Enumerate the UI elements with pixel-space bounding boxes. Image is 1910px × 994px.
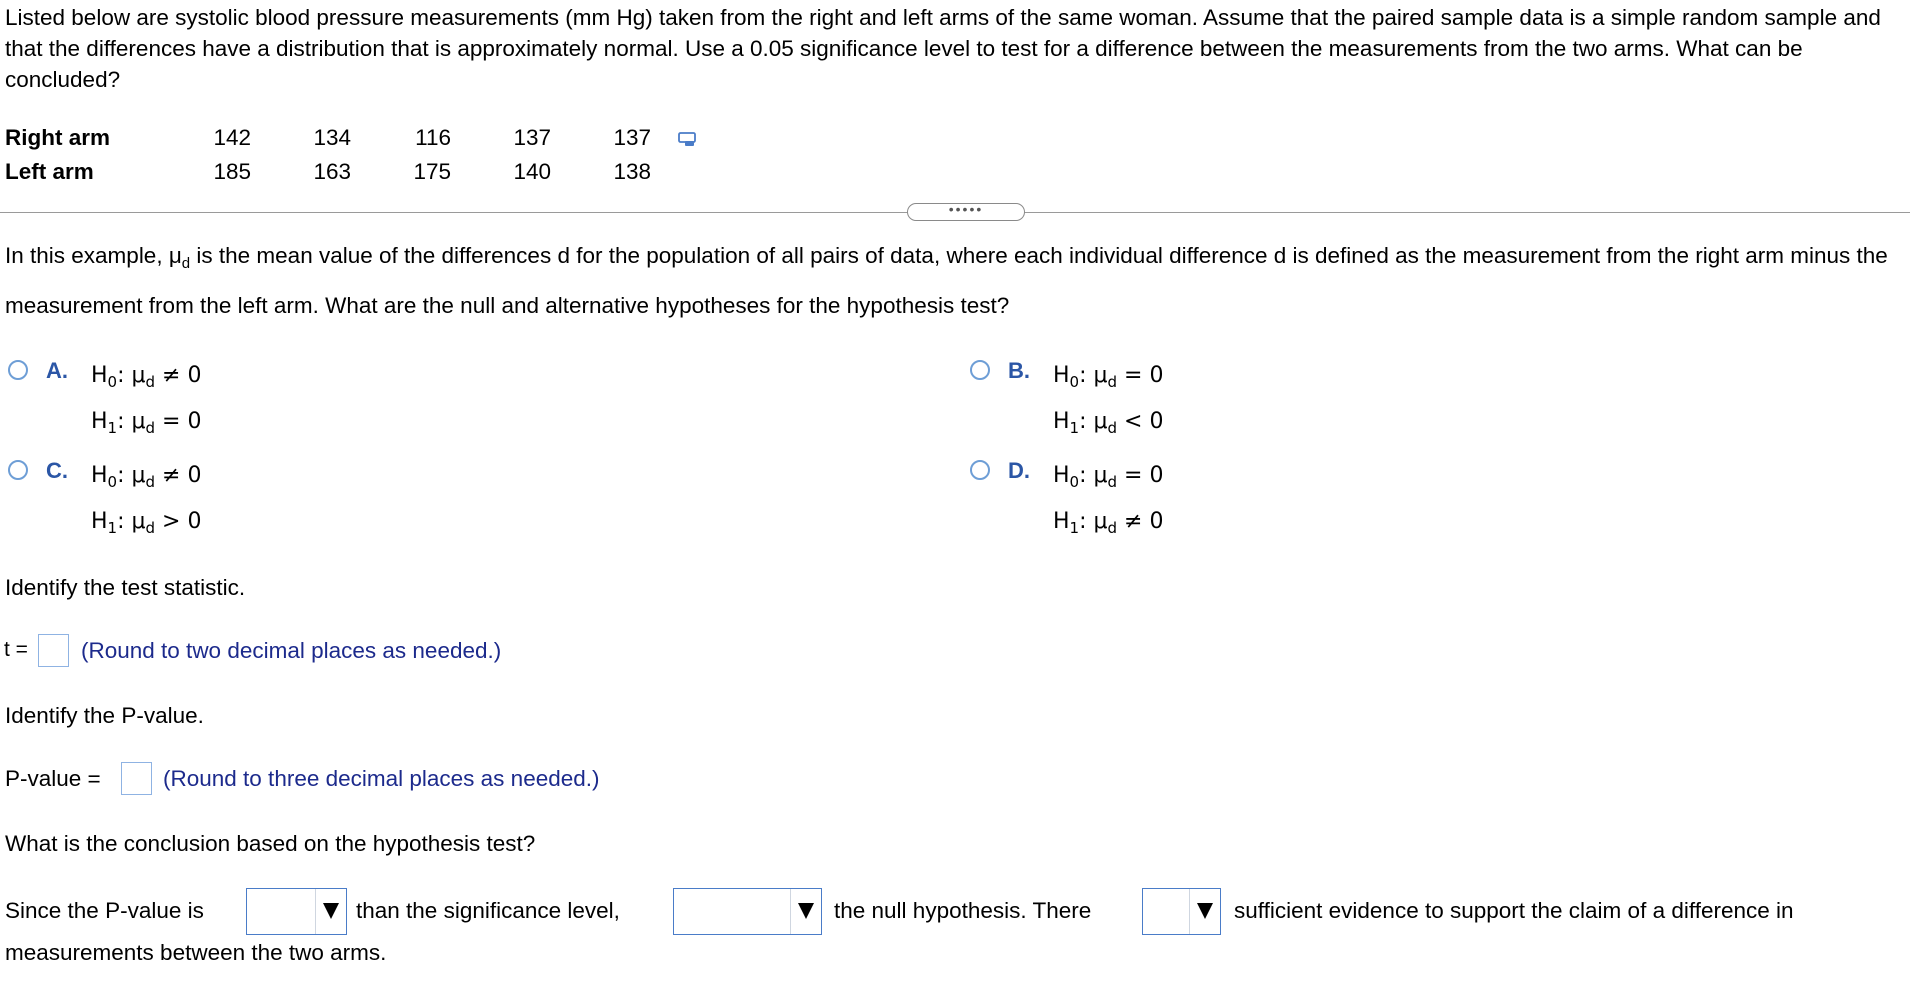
null-hypothesis: $H_0$: $\mu_d = 0$: [1053, 463, 1164, 491]
null-hypothesis: $H_0$: $\mu_d \ne 0$: [91, 463, 202, 491]
radio-button[interactable]: [8, 360, 28, 380]
radio-button[interactable]: [970, 460, 990, 480]
t-label: t =: [4, 638, 28, 661]
null-hypothesis: $H_0$: $\mu_d = 0$: [1053, 363, 1164, 391]
radio-button[interactable]: [970, 360, 990, 380]
row-label-left-arm: Left arm: [5, 159, 94, 184]
alternative-hypothesis: $H_1$: $\mu_d < 0$: [1053, 409, 1164, 437]
pvalue-input[interactable]: [121, 762, 152, 795]
alternative-hypothesis: $H_1$: $\mu_d > 0$: [91, 509, 202, 537]
option-letter: A.: [46, 358, 68, 383]
chevron-down-icon[interactable]: [315, 889, 346, 934]
question-text: [5, 235, 1910, 327]
table-cell: 116: [415, 125, 451, 150]
t-rounding-hint: (Round to two decimal places as needed.): [81, 638, 502, 663]
test-statistic-heading: Identify the test statistic.: [5, 575, 246, 600]
option-letter: B.: [1008, 358, 1030, 383]
pvalue-label: P-value =: [5, 766, 101, 791]
conclusion-heading: What is the conclusion based on the hypothesis test?: [5, 831, 536, 856]
option-letter: C.: [46, 458, 68, 483]
table-cell: 175: [413, 159, 451, 184]
pvalue-heading: Identify the P-value.: [5, 703, 204, 728]
evidence-dropdown[interactable]: [1142, 888, 1221, 935]
problem-statement: Listed below are systolic blood pressure measurements (mm Hg) taken from the right and left arms of the same woman. Assume that the paired sample data is a simple random sample and that the differences have a distribution that is approximately normal. Use a 0.05 significance level to test for a difference between the measurements from the two arms. What can be concluded?: [5, 5, 1881, 92]
question-text-pre: In this example, μ: [5, 243, 182, 268]
t-statistic-input[interactable]: [38, 634, 69, 667]
expand-dots-icon[interactable]: [907, 203, 1025, 221]
table-cell: 137: [613, 125, 651, 150]
chevron-down-icon[interactable]: [1189, 889, 1220, 934]
alternative-hypothesis: $H_1$: $\mu_d \ne 0$: [1053, 509, 1164, 537]
table-cell: 185: [213, 159, 251, 184]
alternative-hypothesis: $H_1$: $\mu_d = 0$: [91, 409, 202, 437]
table-cell: 163: [313, 159, 351, 184]
question-subscript: d: [181, 255, 191, 272]
radio-button[interactable]: [8, 460, 28, 480]
pvalue-rounding-hint: (Round to three decimal places as needed.): [163, 766, 600, 791]
comparison-dropdown[interactable]: [246, 888, 347, 935]
null-hypothesis: $H_0$: $\mu_d \ne 0$: [91, 363, 202, 391]
conclusion-text-5: measurements between the two arms.: [5, 940, 387, 965]
table-cell: 142: [213, 125, 251, 150]
decision-dropdown[interactable]: [673, 888, 822, 935]
question-text-post: is the mean value of the differences d for the population of all pairs of data, where each individual difference d is defined as the measurement from the right arm minus the measurement from the left arm. What are the null and alternative hypotheses for the hypothesis test?: [5, 243, 1888, 318]
table-cell: 140: [513, 159, 551, 184]
hypotheses: [1053, 456, 1163, 548]
table-cell: 138: [613, 159, 651, 184]
conclusion-text-4: sufficient evidence to support the claim of a difference in: [1234, 898, 1794, 923]
conclusion-text-1: Since the P-value is: [5, 898, 204, 923]
row-label-right-arm: Right arm: [5, 125, 111, 150]
conclusion-text-3: the null hypothesis. There: [834, 898, 1092, 923]
hypotheses: [91, 356, 201, 448]
divider-dots: •••••: [948, 201, 984, 217]
hypotheses: [1053, 356, 1163, 448]
hypotheses: [91, 456, 201, 548]
option-letter: D.: [1008, 458, 1030, 483]
conclusion-text-2: than the significance level,: [356, 898, 620, 923]
chevron-down-icon[interactable]: [790, 889, 821, 934]
copy-data-icon[interactable]: [678, 132, 698, 148]
table-cell: 137: [513, 125, 551, 150]
table-cell: 134: [313, 125, 351, 150]
